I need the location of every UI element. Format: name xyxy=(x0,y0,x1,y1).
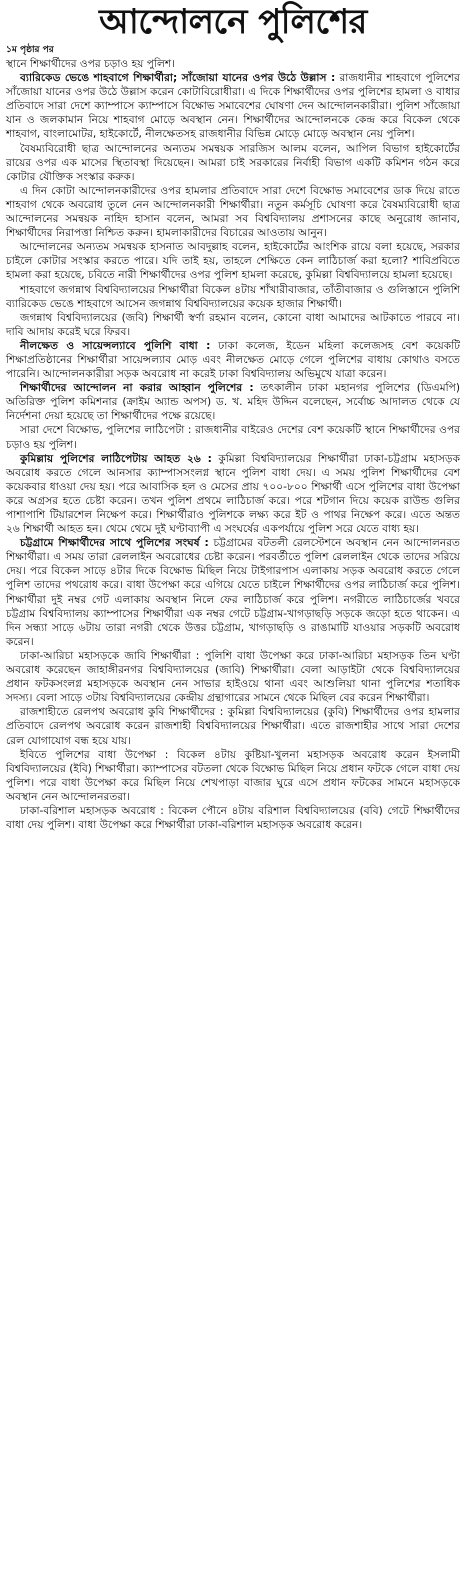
continuation-note: ১ম পৃষ্ঠার পর xyxy=(6,45,54,55)
paragraph-heading: নীলক্ষেত ও সায়েন্সল্যাবে পুলিশি বাধা : xyxy=(20,339,211,352)
paragraph xyxy=(6,339,460,381)
paragraph-heading: কুমিল্লায় পুলিশের লাঠিপেটায় আহত ২৬ : xyxy=(20,452,212,465)
headline: আন্দোলনে পুলিশের xyxy=(99,2,367,42)
paragraph-text: শাহবাগে জগন্নাথ বিশ্ববিদ্যালয়ের শিক্ষার্থীরা বিকেল ৪টায় শাঁখারীবাজার, তাঁতীবাজার ও গুলিস্তানে পুলিশি ব্যারিকেড ভেঙে শাহবাগে আসেন জগন্নাথ বিশ্ববিদ্যালয়ের কয়েক হাজার শিক্ষার্থী। xyxy=(6,283,460,310)
paragraph xyxy=(6,536,460,649)
paragraph-text: রাজশাহীতে রেলপথ অবরোধ কুবি শিক্ষার্থীদের : কুমিল্লা বিশ্ববিদ্যালয়ের (কুবি) শিক্ষার্থীদের ওপর হামলার প্রতিবাদে রেলপথ অবরোধ করেন রাজশাহী বিশ্ববিদ্যালয়ের শিক্ষার্থীরা। এতে রাজশাহীর সাথে সারা দেশের রেল যোগাযোগ বন্ধ হয়ে যায়। xyxy=(6,706,460,747)
paragraph-text: তৎকালীন ঢাকা মহানগর পুলিশের (ডিএমপি) অতিরিক্ত পুলিশ কমিশনার (ক্রাইম অ্যান্ড অপস) ড. খ. মহিদ উদ্দিন বলেছেন, সর্বোচ্চ আদালত থেকে যে নির্দেশনা দেয়া হয়েছে তা শিক্ষার্থীদের পক্ষে রয়েছে। xyxy=(6,382,460,423)
paragraph xyxy=(6,748,460,804)
article-body xyxy=(6,57,460,832)
paragraph xyxy=(6,423,460,451)
paragraph-text: চট্টগ্রামের বটতলী রেলস্টেশনে অবস্থান নেন আন্দোলনরত শিক্ষার্থীরা। এ সময় তারা রেললাইন অবরোধের চেষ্টা করেন। পরবর্তীতে পুলিশ রেললাইন থেকে তাদের সরিয়ে দেয়। পরে বিকেল সাড়ে ৪টার দিকে বিক্ষোভ মিছিল নিয়ে টাইগারপাস এলাকায় সড়ক অবরোধ করতে গেলে পুলিশ তাদের পথরোধ করে। বাধা উপেক্ষা করে এগিয়ে যেতে চাইলে শিক্ষার্থীদের ওপর লাঠিচার্জ করে পুলিশ। শিক্ষার্থীরা দুই নম্বর গেট এলাকায় অবস্থান নিলে ফের লাঠিচার্জ করে পুলিশ। নগরীতে লাঠিচার্জের খবরে চট্টগ্রাম বিশ্ববিদ্যালয় ক্যাম্পাসের শিক্ষার্থীরা এক নম্বর গেটে চট্টগ্রাম-খাগড়াছড়ি সড়কে জড়ো হতে থাকেন। এ দিন সন্ধ্যা সাড়ে ৬টায় তারা নগরী থেকে উত্তর চট্টগ্রাম, খাগড়াছড়ি ও রাঙামাটি যাওয়ার সড়কটি অবরোধ করেন। xyxy=(6,537,460,648)
paragraph xyxy=(6,283,460,311)
paragraph xyxy=(6,184,460,240)
paragraph-text: আন্দোলনের অন্যতম সমন্বয়ক হাসনাত আবদুল্লাহ বলেন, হাইকোর্টের আংশিক রায়ে বলা হয়েছে, সরকার চাইলে কোটার সংস্কার করতে পারে। যদি তাই হয়, তাহলে শেক্ষিতে কেন লাঠিচার্জ করা হলো? শাবিপ্রবিতে হামলা করা হয়েছে, চবিতে নারী শিক্ষার্থীদের ওপর পুলিশ হামলা করেছে, কুমিল্লা বিশ্ববিদ্যালয়ে হামলা হয়েছে। xyxy=(6,241,460,282)
paragraph-text: ঢাকা-আরিচা মহাসড়কে জাবি শিক্ষার্থীরা : পুলিশি বাধা উপেক্ষা করে ঢাকা-আরিচা মহাসড়ক তিন ঘণ্টা অবরোধ করেছেন জাহাঙ্গীরনগর বিশ্ববিদ্যালয়ের (জাবি) শিক্ষার্থীরা। বেলা আড়াইটা থেকে বিশ্ববিদ্যালয়ের প্রধান ফটকসংলগ্ন মহাসড়কে অবস্থান নেন সাভার হাইওয়ে থানা এবং আশুলিয়া থানা পুলিশের শতাধিক সদস্য। বেলা সাড়ে ৩টায় বিশ্ববিদ্যালয়ের কেন্দ্রীয় গ্রন্থাগারের সামনে থেকে মিছিল বের করেন শিক্ষার্থীরা। xyxy=(6,649,460,705)
paragraph xyxy=(6,705,460,747)
paragraph-heading: চট্টগ্রামে শিক্ষার্থীদের সাথে পুলিশের সংঘর্ষ : xyxy=(20,537,209,550)
paragraph xyxy=(6,804,460,832)
paragraph-heading: ব্যারিকেড ভেঙে শাহবাগে শিক্ষার্থীরা; সাঁজোয়া যানের ওপর উঠে উল্লাস : xyxy=(20,72,336,85)
paragraph xyxy=(6,452,460,537)
paragraph-text: স্থানে শিক্ষার্থীদের ওপর চড়াও হয় পুলিশ। xyxy=(6,58,175,70)
paragraph xyxy=(6,240,460,282)
paragraph-text: রাজধানীর শাহবাগে পুলিশের সাঁজোয়া যানের ওপর উঠে উল্লাস করেন কোটাবিরোধীরা। এ দিকে শিক্ষার্থীদের ওপর পুলিশের হামলা ও বাধার প্রতিবাদে সারা দেশে ক্যাম্পাসে ক্যাম্পাসে বিক্ষোভ সমাবেশের ঘোষণা দেন আন্দোলনকারীরা। পুলিশ সাঁজোয়া যান ও জলকামান নিয়ে শাহবাগ মোড়ে অবস্থান নেন। শিক্ষার্থীদের আন্দোলনকে কেন্দ্র করে বিকেল থেকে শাহবাগ, বাংলামোটর, হাইকোর্টে, নীলক্ষেতসহ রাজধানীর বিভিন্ন মোড়ে মোড়ে অবস্থান নেয় পুলিশ। xyxy=(6,72,461,141)
paragraph-text: ঢাকা-বরিশাল মহাসড়ক অবরোধ : বিকেল পৌনে ৪টায় বরিশাল বিশ্ববিদ্যালয়ের (ববি) গেটে শিক্ষার্থীদের বাধা দেয় পুলিশ। বাধা উপেক্ষা করে শিক্ষার্থীরা ঢাকা-বরিশাল মহাসড়ক অবরোধ করেন। xyxy=(6,804,460,832)
paragraph xyxy=(6,381,460,423)
paragraph-text: বৈষম্যবিরোধী ছাত্র আন্দোলনের অন্যতম সমন্বয়ক সারজিস আলম বলেন, আপিল বিভাগ হাইকোর্টের রায়ের ওপর এক মাসের স্থিতাবস্থা দিয়েছেন। আমরা চাই সরকারের নির্বাহী বিভাগ একটি কমিশন গঠন করে কোটার যৌক্তিক সংস্কার করুক। xyxy=(6,142,460,183)
paragraph-heading: শিক্ষার্থীদের আন্দোলন না করার আহ্বান পুলিশের : xyxy=(20,382,254,395)
paragraph-text: ইবিতে পুলিশের বাধা উপেক্ষা : বিকেল ৪টায় কুষ্টিয়া-খুলনা মহাসড়ক অবরোধ করেন ইসলামী বিশ্ববিদ্যালয়ের (ইবি) শিক্ষার্থীরা। ক্যাম্পাসের বটতলা থেকে বিক্ষোভ মিছিল নিয়ে প্রধান ফটকে গেলে বাধা দেয় পুলিশ। পরে বাধা উপেক্ষা করে মিছিল নিয়ে শেখপাড়া বাজার ঘুরে এসে প্রধান ফটকের সামনে মহাসড়কে অবস্থান নেন আন্দোলনরতরা। xyxy=(6,748,460,803)
paragraph xyxy=(6,71,460,141)
paragraph xyxy=(6,649,460,705)
paragraph xyxy=(6,142,460,184)
paragraph-text: ঢাকা কলেজ, ইডেন মহিলা কলেজসহ বেশ কয়েকটি শিক্ষাপ্রতিষ্ঠানের শিক্ষার্থীরা সায়েন্সল্যাব মোড় এবং নীলক্ষেত মোড়ে গেলে পুলিশের বাধায় কোথাও বসতে পারেনি। আন্দোলনকারীরা সড়ক অবরোধ না করেই ঢাকা বিশ্ববিদ্যালয় অভিমুখে যাত্রা করেন। xyxy=(6,339,460,381)
paragraph-text: জগন্নাথ বিশ্ববিদ্যালয়ের (জবি) শিক্ষার্থী স্বর্ণা রহমান বলেন, কোনো বাধা আমাদের আটকাতে পারবে না। দাবি আদায় করেই ঘরে ফিরব। xyxy=(6,311,460,338)
paragraph xyxy=(6,311,460,339)
paragraph-text: সারা দেশে বিক্ষোভ, পুলিশের লাঠিপেটা : রাজধানীর বাইরেও দেশের বেশ কয়েকটি স্থানে শিক্ষার্থীদের ওপর চড়াও হয় পুলিশ। xyxy=(6,424,460,451)
paragraph-text: এ দিন কোটা আন্দোলনকারীদের ওপর হামলার প্রতিবাদে সারা দেশে বিক্ষোভ সমাবেশের ডাক দিয়ে রাতে শাহবাগ থেকে অবরোধ তুলে নেন আন্দোলনকারী শিক্ষার্থীরা। নতুন কর্মসূচি ঘোষণা করে বৈষম্যবিরোধী ছাত্র আন্দোলনের সমন্বয়ক নাহিদ হাসান বলেন, আমরা সব বিশ্ববিদ্যালয় প্রশাসনের কাছে অনুরোধ জানাব, শিক্ষার্থীদের নিরাপত্তা নিশ্চিত করুন। হামলাকারীদের বিচারের আওতায় আনুন। xyxy=(6,184,460,240)
paragraph xyxy=(6,57,460,71)
paragraph-text: কুমিল্লা বিশ্ববিদ্যালয়ের শিক্ষার্থীরা ঢাকা-চট্টগ্রাম মহাসড়ক অবরোধ করতে গেলে আনসার ক্যাম্পাসসংলগ্ন স্থানে পুলিশ বাধা দেয়। এ সময় পুলিশ শিক্ষার্থীদের বেশ কয়েকবার ধাওয়া দেয় হয়। পরে আবাসিক হল ও মেসের প্রায় ৭০০-৮০০ শিক্ষার্থী এসে পুলিশের বাধা উপেক্ষা করে অগ্রসর হতে চেষ্টা করেন। তখন পুলিশ প্রথমে লাঠিচার্জ করে। পরে শটগান দিয়ে কয়েক রাউন্ড গুলির পাশাপাশি টিয়ারশেল নিক্ষেপ করে। শিক্ষার্থীরাও পুলিশকে লক্ষ্য করে ইট ও পাথর নিক্ষেপ করে। এতে অন্তত ২৬ শিক্ষার্থী আহত হন। থেমে থেমে দুই ঘণ্টাব্যাপী এ সংঘর্ষের একপর্যায়ে পুলিশ সরে যেতে বাধ্য হয়। xyxy=(6,452,460,536)
